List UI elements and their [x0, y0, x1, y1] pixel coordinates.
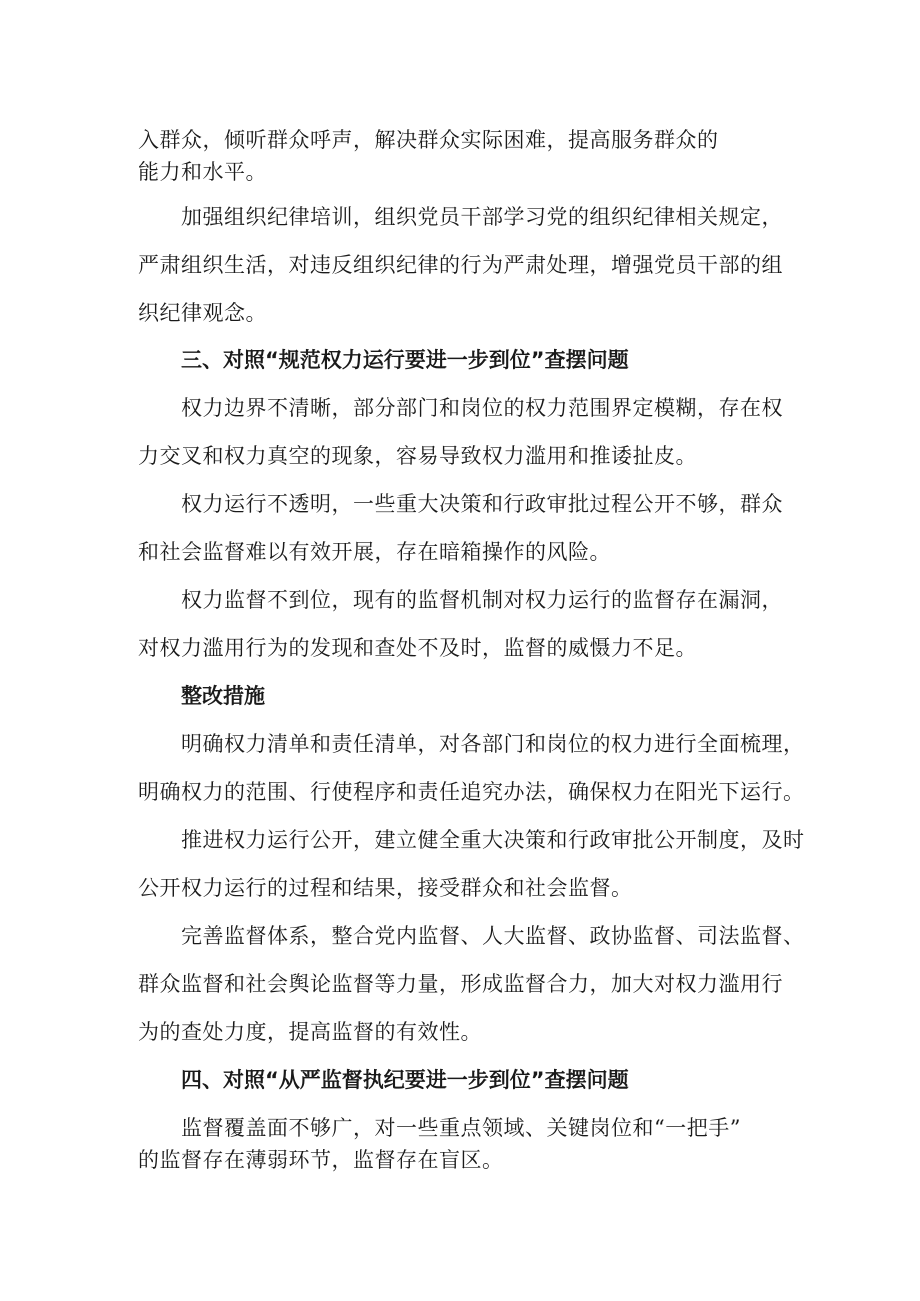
paragraph-line-13: 明确权力的范围、行使程序和责任追究办法，确保权力在阳光下运行。: [138, 780, 805, 804]
paragraph-line-10: 权力监督不到位，现有的监督机制对权力运行的监督存在漏洞，: [181, 588, 783, 612]
paragraph-line-2: 能力和水平。: [138, 160, 267, 184]
subheading-rectification: 整改措施: [181, 684, 265, 708]
paragraph-line-1: 入群众，倾听群众呼声，解决群众实际困难，提高服务群众的: [138, 128, 719, 152]
paragraph-line-5: 织纪律观念。: [138, 301, 267, 325]
paragraph-line-16: 完善监督体系，整合党内监督、人大监督、政协监督、司法监督、: [181, 924, 805, 948]
paragraph-line-19: 监督覆盖面不够广，对一些重点领域、关键岗位和“一把手”: [181, 1116, 741, 1140]
paragraph-line-14: 推进权力运行公开，建立健全重大决策和行政审批公开制度，及时: [181, 828, 805, 852]
paragraph-line-7: 力交叉和权力真空的现象，容易导致权力滥用和推诿扯皮。: [138, 444, 697, 468]
paragraph-line-18: 为的查处力度，提高监督的有效性。: [138, 1020, 482, 1044]
paragraph-line-12: 明确权力清单和责任清单，对各部门和岗位的权力进行全面梳理，: [181, 732, 805, 756]
paragraph-line-3: 加强组织纪律培训，组织党员干部学习党的组织纪律相关规定，: [181, 205, 783, 229]
paragraph-line-11: 对权力滥用行为的发现和查处不及时，监督的威慑力不足。: [138, 636, 697, 660]
paragraph-line-4: 严肃组织生活，对违反组织纪律的行为严肃处理，增强党员干部的组: [138, 253, 783, 277]
paragraph-line-17: 群众监督和社会舆论监督等力量，形成监督合力，加大对权力滥用行: [138, 972, 783, 996]
paragraph-line-9: 和社会监督难以有效开展，存在暗箱操作的风险。: [138, 540, 611, 564]
section-heading-3: 三、对照“规范权力运行要进一步到位”查摆问题: [181, 348, 629, 372]
paragraph-line-8: 权力运行不透明，一些重大决策和行政审批过程公开不够，群众: [181, 492, 783, 516]
section-heading-4: 四、对照“从严监督执纪要进一步到位”查摆问题: [181, 1068, 629, 1092]
paragraph-line-15: 公开权力运行的过程和结果，接受群众和社会监督。: [138, 876, 633, 900]
paragraph-line-6: 权力边界不清晰，部分部门和岗位的权力范围界定模糊，存在权: [181, 396, 783, 420]
paragraph-line-20: 的监督存在薄弱环节，监督存在盲区。: [138, 1148, 504, 1172]
